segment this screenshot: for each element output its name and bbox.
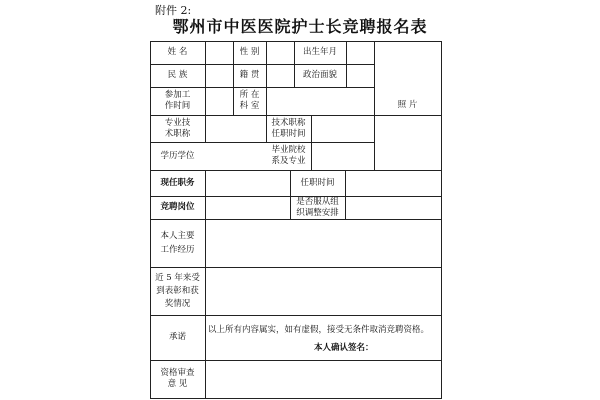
form-title: 鄂州市中医医院护士长竞聘报名表 <box>172 17 428 36</box>
table-line <box>346 41 347 87</box>
school-major-line2: 系及专业 <box>271 156 306 166</box>
applied-position-label: 竞聘岗位 <box>160 202 195 212</box>
ethnicity-label: 民 族 <box>167 70 188 80</box>
title-tenure-label <box>266 115 311 142</box>
qualification-review-line1: 资格审查 <box>160 368 195 378</box>
professional-title-line2: 术职称 <box>164 128 191 139</box>
promise-label: 承诺 <box>168 332 186 342</box>
awards-line3: 奖情况 <box>164 298 191 309</box>
obey-assignment-line1: 是否服从组 <box>296 196 339 207</box>
awards-line1: 近 5 年来受 <box>155 272 200 283</box>
work-start-line1: 参加工 <box>164 90 191 100</box>
work-experience-line2: 工作经历 <box>160 244 195 255</box>
work-experience-line1: 本人主要 <box>160 230 195 241</box>
work-experience-label <box>150 219 205 267</box>
awards-label <box>150 267 205 315</box>
political-status-label: 政治面貌 <box>302 70 337 80</box>
title-tenure-line1: 技术职称 <box>271 117 306 128</box>
attachment-label: 附件 2: <box>155 4 192 17</box>
obey-assignment-label <box>290 196 345 219</box>
current-position-label: 现任职务 <box>160 177 195 188</box>
title-tenure-line2: 任职时间 <box>271 128 306 139</box>
promise-statement: 以上所有内容属实，如有虚假，接受无条件取消竞聘资格。 <box>208 324 430 335</box>
professional-title-label <box>150 115 205 142</box>
position-tenure-label: 任职时间 <box>300 177 335 188</box>
name-label: 姓 名 <box>167 47 188 57</box>
table-line <box>205 41 206 142</box>
professional-title-line1: 专业技 <box>164 117 191 128</box>
gender-label: 性 别 <box>239 47 260 57</box>
table-line <box>205 170 206 360</box>
birth-date-label: 出生年月 <box>302 47 337 57</box>
photo-label: 照 片 <box>397 100 418 110</box>
table-line <box>205 360 206 398</box>
obey-assignment-line2: 织调整安排 <box>296 207 339 218</box>
education-degree-label: 学历学位 <box>160 150 195 161</box>
department-label <box>233 87 266 115</box>
native-place-label: 籍 贯 <box>239 70 260 80</box>
school-major-label <box>266 142 311 170</box>
table-line <box>150 398 442 399</box>
qualification-review-line2: 意 见 <box>167 379 188 389</box>
table-line <box>441 41 442 398</box>
work-start-line2: 作时间 <box>164 101 191 111</box>
qualification-review-label <box>150 360 205 398</box>
department-line2: 科 室 <box>239 101 260 111</box>
signature-label: 本人确认签名： <box>314 342 374 353</box>
department-line1: 所 在 <box>239 90 260 100</box>
school-major-line1: 毕业院校 <box>271 145 306 155</box>
table-line <box>345 170 346 219</box>
work-start-label <box>150 87 205 115</box>
awards-line2: 到表彰和获 <box>156 285 199 296</box>
table-line <box>311 115 312 170</box>
